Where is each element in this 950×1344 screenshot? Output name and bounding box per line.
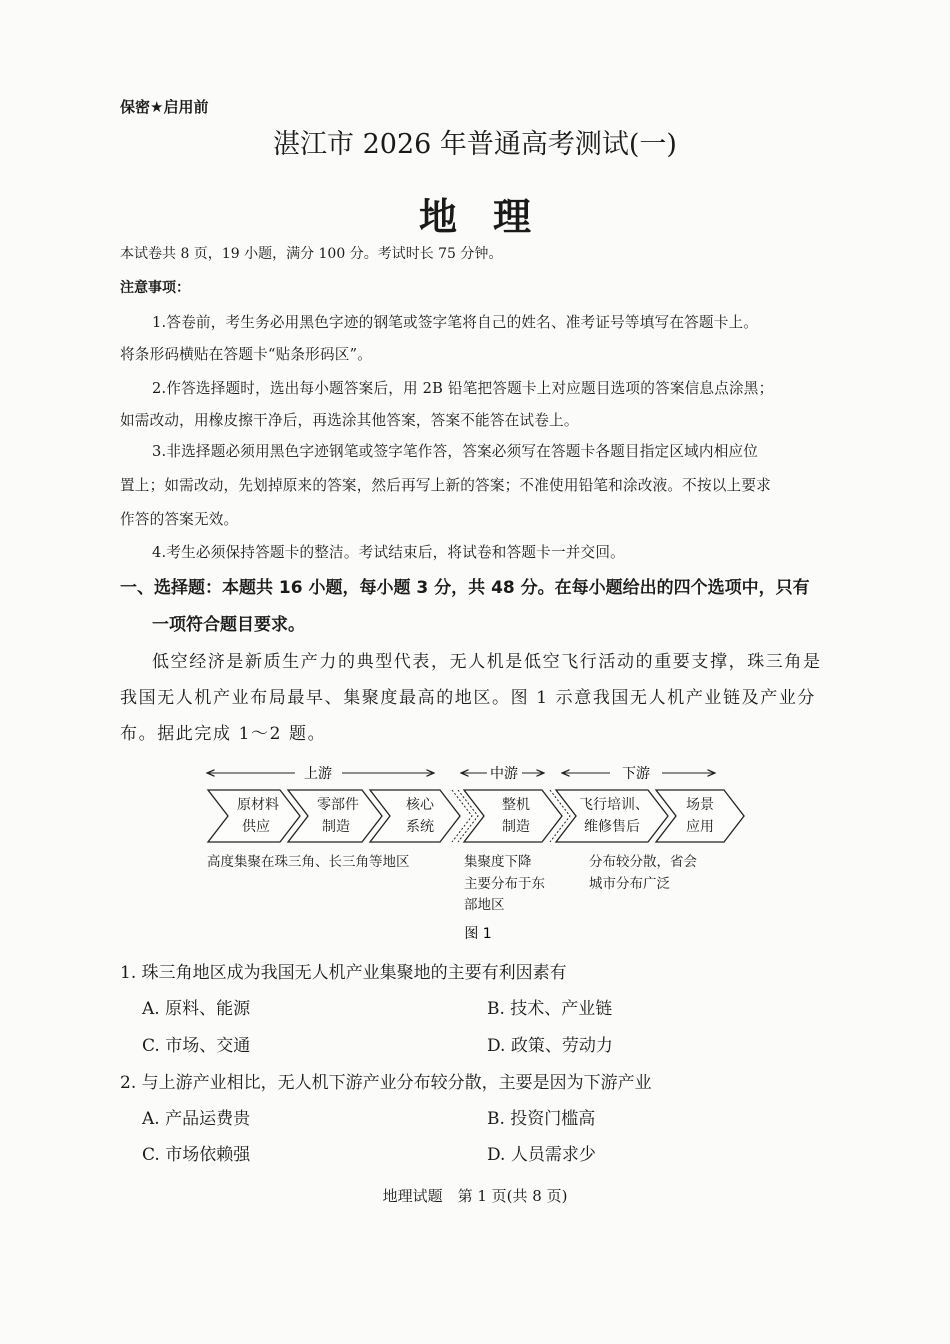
notes-line: 2.作答选择题时，选出每小题答案后，用 2B 铅笔把答题卡上对应题目选项的答案信息点涂黑； <box>152 380 774 397</box>
question-2-option-a: A. 产品运费贵 <box>142 1109 251 1129</box>
box-label: 核心 <box>406 797 434 813</box>
downstream-note: 分布较分散，省会 <box>589 854 697 870</box>
box-label: 维修售后 <box>584 819 640 835</box>
stage-midstream: 中游 <box>490 766 518 782</box>
stage-downstream: 下游 <box>622 766 650 782</box>
notes-heading: 注意事项： <box>120 280 190 296</box>
exam-info: 本试卷共 8 页，19 小题，满分 100 分。考试时长 75 分钟。 <box>120 246 503 262</box>
box-label: 飞行培训、 <box>579 797 649 813</box>
subject-title: 地理 <box>418 195 567 239</box>
question-1-stem: 1. 珠三角地区成为我国无人机产业集聚地的主要有利因素有 <box>120 963 567 983</box>
midstream-note: 主要分布于东 <box>464 876 545 892</box>
section-heading: 一、选择题：本题共 16 小题，每小题 3 分，共 48 分。在每小题给出的四个选项中，只有 <box>120 578 810 598</box>
section-heading-cont: 一项符合题目要求。 <box>152 615 305 635</box>
question-2-option-c: C. 市场依赖强 <box>142 1145 251 1165</box>
passage-line: 布。据此完成 1～2 题。 <box>120 724 327 744</box>
notes-line: 4.考生必须保持答题卡的整洁。考试结束后，将试卷和答题卡一并交回。 <box>152 544 625 561</box>
question-1-option-d: D. 政策、劳动力 <box>487 1036 613 1056</box>
notes-line: 3.非选择题必须用黑色字迹钢笔或签字笔作答，答案必须写在答题卡各题目指定区域内相应位 <box>152 443 759 460</box>
question-2-option-d: D. 人员需求少 <box>487 1145 596 1165</box>
passage-line: 低空经济是新质生产力的典型代表，无人机是低空飞行活动的重要支撑，珠三角是 <box>152 652 822 672</box>
box-label: 应用 <box>686 819 714 835</box>
box-label: 供应 <box>242 819 270 835</box>
notes-line: 将条形码横贴在答题卡“贴条形码区”。 <box>120 346 373 363</box>
box-label: 系统 <box>406 819 434 835</box>
passage-line: 我国无人机产业布局最早、集聚度最高的地区。图 1 示意我国无人机产业链及产业分 <box>120 688 817 708</box>
notes-line: 作答的答案无效。 <box>120 511 239 528</box>
box-label: 制造 <box>502 819 530 835</box>
figure-caption: 图 1 <box>464 926 492 942</box>
notes-line: 如需改动，用橡皮擦干净后，再选涂其他答案，答案不能答在试卷上。 <box>120 412 579 429</box>
question-1-option-c: C. 市场、交通 <box>142 1036 251 1056</box>
notes-line: 1.答卷前，考生务必用黑色字迹的钢笔或签字笔将自己的姓名、准考证号等填写在答题卡上。 <box>152 314 759 331</box>
midstream-note: 集聚度下降 <box>464 854 532 870</box>
notes-line: 置上；如需改动，先划掉原来的答案，然后再写上新的答案；不准使用铅笔和涂改液。不按以上要求 <box>120 477 771 494</box>
midstream-note: 部地区 <box>464 897 505 913</box>
box-label: 制造 <box>322 819 350 835</box>
page-footer: 地理试题 第 1 页(共 8 页) <box>382 1187 568 1205</box>
box-label: 原材料 <box>237 797 279 813</box>
question-1-option-b: B. 技术、产业链 <box>487 999 613 1019</box>
question-1-option-a: A. 原料、能源 <box>142 999 251 1019</box>
exam-title: 湛江市 2026 年普通高考测试(一) <box>273 129 677 160</box>
box-label: 场景 <box>686 797 714 813</box>
box-label: 零部件 <box>317 797 359 813</box>
confidential-label: 保密★启用前 <box>120 98 209 116</box>
stage-upstream: 上游 <box>304 766 332 782</box>
downstream-note: 城市分布广泛 <box>589 876 670 892</box>
question-2-stem: 2. 与上游产业相比，无人机下游产业分布较分散，主要是因为下游产业 <box>120 1073 652 1093</box>
upstream-note: 高度集聚在珠三角、长三角等地区 <box>207 854 410 870</box>
box-label: 整机 <box>502 797 530 813</box>
question-2-option-b: B. 投资门槛高 <box>487 1109 596 1129</box>
